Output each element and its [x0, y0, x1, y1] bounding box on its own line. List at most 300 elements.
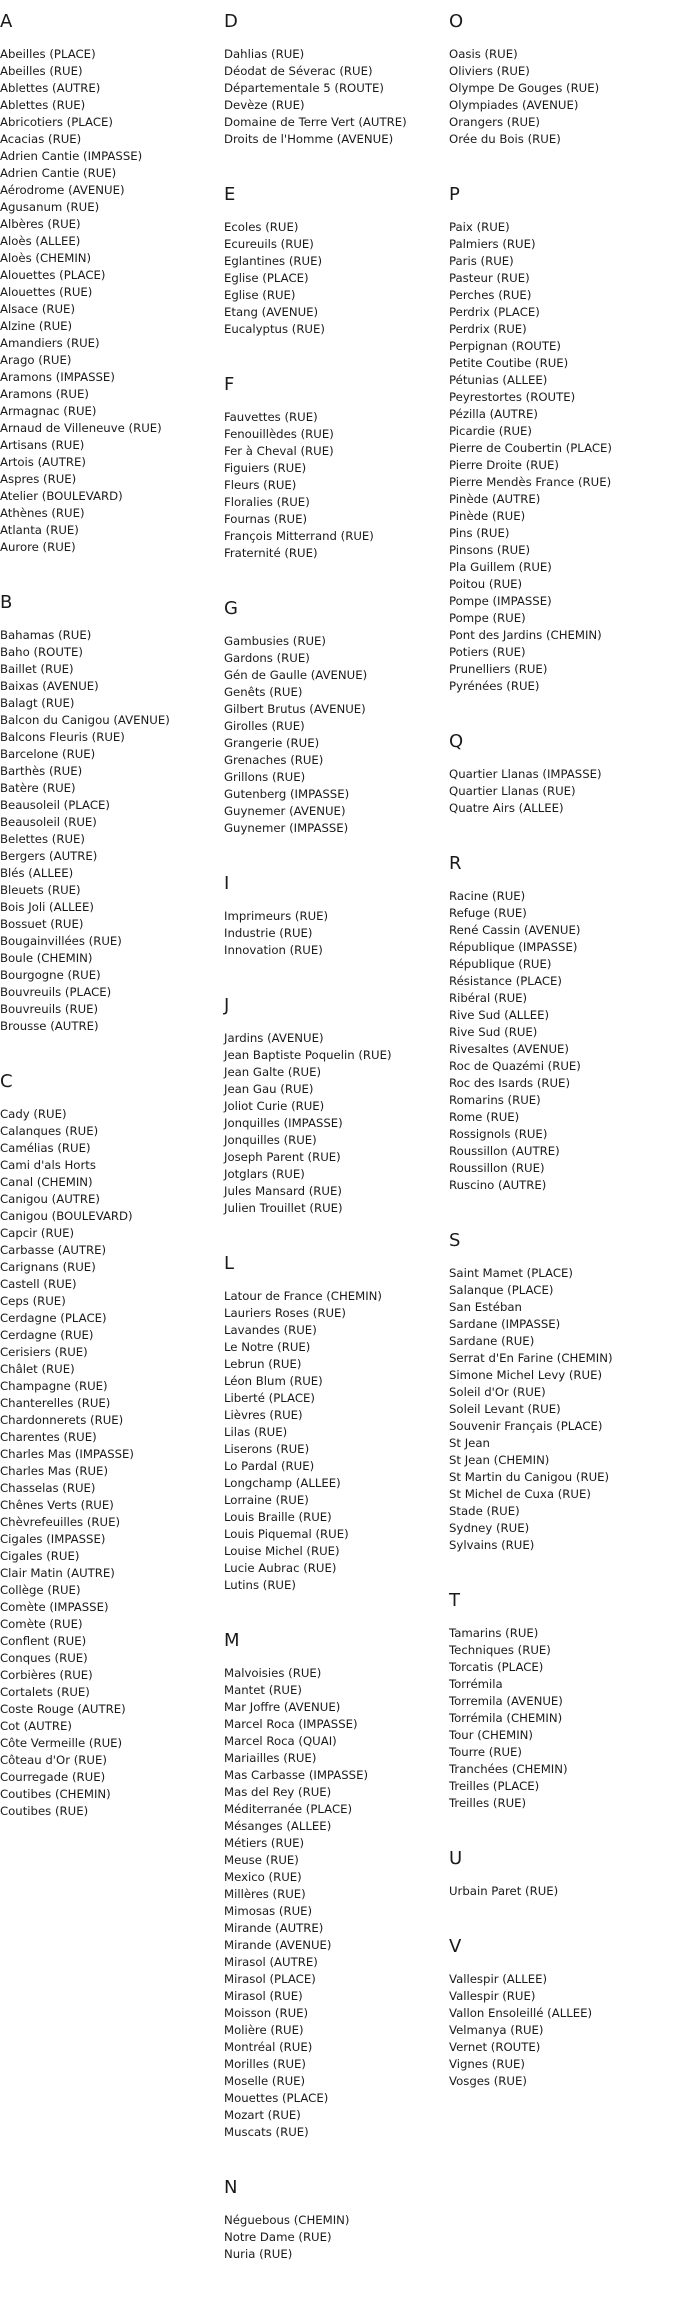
street-name: Castell (RUE) — [0, 1277, 77, 1291]
street-name: Fauvettes (RUE) — [224, 410, 318, 424]
street-name: Aspres (RUE) — [0, 472, 77, 486]
street-name: Mirasol (RUE) — [224, 1989, 303, 2003]
section-letter-heading: J — [224, 995, 230, 1016]
street-list — [224, 1030, 449, 1217]
street-name: Urbain Paret (RUE) — [449, 1884, 559, 1898]
letter-section — [224, 994, 449, 1217]
street-name: Méditerranée (PLACE) — [224, 1802, 353, 1816]
section-letter-heading: Q — [449, 731, 464, 752]
street-name: Athènes (RUE) — [0, 506, 85, 520]
section-letter-heading: M — [224, 1630, 240, 1651]
street-name: Bougainvillées (RUE) — [0, 934, 122, 948]
street-name: Pinsons (RUE) — [449, 543, 531, 557]
street-name: Meuse (RUE) — [224, 1853, 299, 1867]
street-name: République (IMPASSE) — [449, 940, 578, 954]
street-list — [0, 627, 224, 1035]
street-name: Mantet (RUE) — [224, 1683, 302, 1697]
street-name: San Estéban — [449, 1300, 522, 1314]
street-name: Baixas (AVENUE) — [0, 679, 99, 693]
street-name: Vallespir (RUE) — [449, 1989, 536, 2003]
street-name: Paris (RUE) — [449, 254, 514, 268]
street-name: Bourgogne (RUE) — [0, 968, 101, 982]
street-name: Carbasse (AUTRE) — [0, 1243, 107, 1257]
street-name: Pompe (RUE) — [449, 611, 526, 625]
street-name: Ruscino (AUTRE) — [449, 1178, 547, 1192]
street-name: Déodat de Séverac (RUE) — [224, 64, 373, 78]
street-name: Adrien Cantie (RUE) — [0, 166, 117, 180]
street-name: Pierre Droite (RUE) — [449, 458, 559, 472]
street-name: Charles Mas (IMPASSE) — [0, 1447, 134, 1461]
section-letter-heading: S — [449, 1230, 461, 1251]
street-list — [224, 1665, 449, 2141]
street-name: Alouettes (RUE) — [0, 285, 93, 299]
street-name: Gilbert Brutus (AVENUE) — [224, 702, 366, 716]
street-name: Mirasol (AUTRE) — [224, 1955, 318, 1969]
street-name: Latour de France (CHEMIN) — [224, 1289, 382, 1303]
street-name: Perches (RUE) — [449, 288, 532, 302]
street-name: Roc des Isards (RUE) — [449, 1076, 571, 1090]
street-name: Jean Baptiste Poquelin (RUE) — [224, 1048, 392, 1062]
street-name: Oasis (RUE) — [449, 47, 518, 61]
street-name: Aérodrome (AVENUE) — [0, 183, 125, 197]
street-name: Droits de l'Homme (AVENUE) — [224, 132, 394, 146]
street-name: Grangerie (RUE) — [224, 736, 320, 750]
street-name: Treilles (PLACE) — [449, 1779, 540, 1793]
street-name: Lièvres (RUE) — [224, 1408, 303, 1422]
section-letter-heading: C — [0, 1071, 13, 1092]
street-name: Rossignols (RUE) — [449, 1127, 548, 1141]
street-name: Coste Rouge (AUTRE) — [0, 1702, 126, 1716]
street-name: Baho (ROUTE) — [0, 645, 83, 659]
street-name: Imprimeurs (RUE) — [224, 909, 329, 923]
street-name: Lebrun (RUE) — [224, 1357, 302, 1371]
street-name: Marcel Roca (IMPASSE) — [224, 1717, 358, 1731]
street-name: Industrie (RUE) — [224, 926, 313, 940]
letter-section — [224, 10, 449, 148]
street-name: Velmanya (RUE) — [449, 2023, 544, 2037]
street-name: Soleil d'Or (RUE) — [449, 1385, 546, 1399]
street-name: Mariailles (RUE) — [224, 1751, 317, 1765]
street-name: Innovation (RUE) — [224, 943, 323, 957]
street-name: Pompe (IMPASSE) — [449, 594, 552, 608]
section-letter-heading: I — [224, 873, 230, 894]
street-name: Néguebous (CHEMIN) — [224, 2213, 350, 2227]
street-name: Cortalets (RUE) — [0, 1685, 90, 1699]
street-name: Atelier (BOULEVARD) — [0, 489, 123, 503]
section-letter-heading: O — [449, 11, 464, 32]
letter-section — [224, 2176, 449, 2263]
street-name: Sylvains (RUE) — [449, 1538, 535, 1552]
street-name: Morilles (RUE) — [224, 2057, 306, 2071]
street-name: Guynemer (AVENUE) — [224, 804, 346, 818]
street-name: Pont des Jardins (CHEMIN) — [449, 628, 602, 642]
street-name: Baillet (RUE) — [0, 662, 74, 676]
section-letter-heading: D — [224, 11, 238, 32]
street-name: Adrien Cantie (IMPASSE) — [0, 149, 143, 163]
section-letter-heading: E — [224, 184, 236, 205]
street-name: Chardonnerets (RUE) — [0, 1413, 124, 1427]
street-name: Mozart (RUE) — [224, 2108, 301, 2122]
street-name: Eglise (PLACE) — [224, 271, 309, 285]
street-name: Lauriers Roses (RUE) — [224, 1306, 346, 1320]
street-name: Louis Braille (RUE) — [224, 1510, 332, 1524]
street-name: Eucalyptus (RUE) — [224, 322, 325, 336]
street-name: Jonquilles (IMPASSE) — [224, 1116, 343, 1130]
street-name: Louis Piquemal (RUE) — [224, 1527, 349, 1541]
street-name: Palmiers (RUE) — [449, 237, 536, 251]
street-name: Carignans (RUE) — [0, 1260, 96, 1274]
letter-section — [449, 1229, 675, 1554]
street-name: Simone Michel Levy (RUE) — [449, 1368, 603, 1382]
street-name: Champagne (RUE) — [0, 1379, 108, 1393]
street-name: Serrat d'En Farine (CHEMIN) — [449, 1351, 613, 1365]
street-name: Poitou (RUE) — [449, 577, 523, 591]
street-name: Vallon Ensoleillé (ALLEE) — [449, 2006, 593, 2020]
street-name: Torremila (AVENUE) — [449, 1694, 563, 1708]
street-name: Cerdagne (PLACE) — [0, 1311, 107, 1325]
street-name: Techniques (RUE) — [449, 1643, 551, 1657]
street-name: Rive Sud (RUE) — [449, 1025, 538, 1039]
street-name: Abricotiers (PLACE) — [0, 115, 113, 129]
street-name: Perdrix (PLACE) — [449, 305, 540, 319]
street-name: Mirande (AUTRE) — [224, 1921, 324, 1935]
street-name: Cerisiers (RUE) — [0, 1345, 88, 1359]
street-name: Gén de Gaulle (AVENUE) — [224, 668, 368, 682]
section-letter-heading: T — [449, 1590, 460, 1611]
street-name: Gutenberg (IMPASSE) — [224, 787, 350, 801]
street-name: Eglantines (RUE) — [224, 254, 323, 268]
letter-section — [224, 373, 449, 562]
street-name: Pla Guillem (RUE) — [449, 560, 552, 574]
street-name: Arago (RUE) — [0, 353, 72, 367]
street-list — [224, 2212, 449, 2263]
street-name: Alouettes (PLACE) — [0, 268, 106, 282]
street-list — [449, 1265, 675, 1554]
section-letter-heading: P — [449, 184, 460, 205]
street-name: Beausoleil (PLACE) — [0, 798, 110, 812]
street-name: Rive Sud (ALLEE) — [449, 1008, 550, 1022]
street-name: Eglise (RUE) — [224, 288, 296, 302]
street-name: Belettes (RUE) — [0, 832, 85, 846]
street-name: Aurore (RUE) — [0, 540, 76, 554]
street-name: Beausoleil (RUE) — [0, 815, 97, 829]
street-name: Roussillon (AUTRE) — [449, 1144, 560, 1158]
street-name: Olympiades (AVENUE) — [449, 98, 579, 112]
street-name: Artois (AUTRE) — [0, 455, 86, 469]
index-column-1 — [0, 10, 224, 2298]
street-name: Pinède (AUTRE) — [449, 492, 541, 506]
street-name: Jotglars (RUE) — [224, 1167, 305, 1181]
street-name: Léon Blum (RUE) — [224, 1374, 323, 1388]
street-name: Barcelone (RUE) — [0, 747, 96, 761]
street-name: Mésanges (ALLEE) — [224, 1819, 332, 1833]
street-name: Abeilles (PLACE) — [0, 47, 96, 61]
street-name: Armagnac (RUE) — [0, 404, 97, 418]
street-name: Lo Pardal (RUE) — [224, 1459, 315, 1473]
street-name: Canal (CHEMIN) — [0, 1175, 93, 1189]
street-name: Charentes (RUE) — [0, 1430, 97, 1444]
street-name: Bois Joli (ALLEE) — [0, 900, 94, 914]
street-name: Aramons (RUE) — [0, 387, 89, 401]
street-name: Devèze (RUE) — [224, 98, 305, 112]
street-name: Pyrénées (RUE) — [449, 679, 540, 693]
street-name: Tourre (RUE) — [449, 1745, 522, 1759]
street-name: Vignes (RUE) — [449, 2057, 525, 2071]
street-name: Cot (AUTRE) — [0, 1719, 72, 1733]
street-name: Pinède (RUE) — [449, 509, 526, 523]
street-name: Pins (RUE) — [449, 526, 510, 540]
street-name: Blés (ALLEE) — [0, 866, 74, 880]
street-name: Cerdagne (RUE) — [0, 1328, 94, 1342]
street-name: Tranchées (CHEMIN) — [449, 1762, 568, 1776]
street-name: Canigou (BOULEVARD) — [0, 1209, 133, 1223]
street-name: Roc de Quazémi (RUE) — [449, 1059, 581, 1073]
street-name: Lavandes (RUE) — [224, 1323, 317, 1337]
street-name: Côte Vermeille (RUE) — [0, 1736, 123, 1750]
letter-section — [449, 852, 675, 1194]
street-name: Capcir (RUE) — [0, 1226, 75, 1240]
street-name: Jonquilles (RUE) — [224, 1133, 317, 1147]
street-name: Courregade (RUE) — [0, 1770, 106, 1784]
street-name: Amandiers (RUE) — [0, 336, 100, 350]
street-name: Soleil Levant (RUE) — [449, 1402, 561, 1416]
section-letter-heading: L — [224, 1253, 235, 1274]
street-name: Peyrestortes (ROUTE) — [449, 390, 576, 404]
street-name: Souvenir Français (PLACE) — [449, 1419, 603, 1433]
street-name: Joseph Parent (RUE) — [224, 1150, 341, 1164]
street-name: Ablettes (AUTRE) — [0, 81, 101, 95]
street-name: Paix (RUE) — [449, 220, 510, 234]
street-name: Comète (IMPASSE) — [0, 1600, 109, 1614]
street-name: Ablettes (RUE) — [0, 98, 86, 112]
letter-section — [449, 10, 675, 148]
letter-section — [449, 183, 675, 695]
street-name: Dahlias (RUE) — [224, 47, 305, 61]
letter-section — [224, 597, 449, 837]
street-name: Figuiers (RUE) — [224, 461, 307, 475]
street-name: Oliviers (RUE) — [449, 64, 530, 78]
street-name: Pierre Mendès France (RUE) — [449, 475, 612, 489]
street-name: Ecoles (RUE) — [224, 220, 299, 234]
street-name: Châlet (RUE) — [0, 1362, 75, 1376]
street-name: Prunelliers (RUE) — [449, 662, 548, 676]
street-name: Vernet (ROUTE) — [449, 2040, 541, 2054]
street-name: Le Notre (RUE) — [224, 1340, 311, 1354]
street-name: Résistance (PLACE) — [449, 974, 562, 988]
street-name: Potiers (RUE) — [449, 645, 526, 659]
street-list — [0, 1106, 224, 1820]
street-name: Départementale 5 (ROUTE) — [224, 81, 384, 95]
street-name: Conflent (RUE) — [0, 1634, 87, 1648]
street-list — [449, 1971, 675, 2090]
street-name: Ribéral (RUE) — [449, 991, 528, 1005]
street-name: Tamarins (RUE) — [449, 1626, 539, 1640]
street-name: Fenouillèdes (RUE) — [224, 427, 334, 441]
street-name: Métiers (RUE) — [224, 1836, 305, 1850]
street-name: Gardons (RUE) — [224, 651, 310, 665]
street-name: Millères (RUE) — [224, 1887, 306, 1901]
street-name: St Jean — [449, 1436, 490, 1450]
street-name: Arnaud de Villeneuve (RUE) — [0, 421, 162, 435]
street-name: Aloès (ALLEE) — [0, 234, 81, 248]
letter-section — [449, 1935, 675, 2090]
street-name: Mirasol (PLACE) — [224, 1972, 316, 1986]
street-list — [0, 46, 224, 556]
street-name: Coutibes (RUE) — [0, 1804, 89, 1818]
street-name: Vallespir (ALLEE) — [449, 1972, 548, 1986]
section-letter-heading: U — [449, 1848, 463, 1869]
street-name: René Cassin (AVENUE) — [449, 923, 581, 937]
street-name: Saint Mamet (PLACE) — [449, 1266, 573, 1280]
street-name: Montréal (RUE) — [224, 2040, 313, 2054]
street-name: Moisson (RUE) — [224, 2006, 309, 2020]
section-letter-heading: N — [224, 2177, 238, 2198]
street-name: Orée du Bois (RUE) — [449, 132, 561, 146]
street-name: Grenaches (RUE) — [224, 753, 324, 767]
street-name: Rivesaltes (AVENUE) — [449, 1042, 569, 1056]
street-name: Brousse (AUTRE) — [0, 1019, 99, 1033]
street-name: Canigou (AUTRE) — [0, 1192, 100, 1206]
street-name: Corbières (RUE) — [0, 1668, 93, 1682]
street-name: Bleuets (RUE) — [0, 883, 81, 897]
section-letter-heading: R — [449, 853, 462, 874]
street-name: Bahamas (RUE) — [0, 628, 92, 642]
street-name: Perpignan (ROUTE) — [449, 339, 561, 353]
street-list — [224, 219, 449, 338]
letter-section — [0, 1070, 224, 1820]
street-name: Acacias (RUE) — [0, 132, 82, 146]
street-list — [224, 1288, 449, 1594]
index-column-3 — [449, 10, 675, 2298]
street-name: République (RUE) — [449, 957, 552, 971]
street-list — [224, 908, 449, 959]
street-name: Torcatis (PLACE) — [449, 1660, 544, 1674]
street-name: Mouettes (PLACE) — [224, 2091, 329, 2105]
street-name: Bossuet (RUE) — [0, 917, 84, 931]
street-name: Clair Matin (AUTRE) — [0, 1566, 115, 1580]
street-name: Fer à Cheval (RUE) — [224, 444, 334, 458]
street-name: Tour (CHEMIN) — [449, 1728, 533, 1742]
street-name: Atlanta (RUE) — [0, 523, 79, 537]
street-name: Aramons (IMPASSE) — [0, 370, 115, 384]
street-name: Alsace (RUE) — [0, 302, 76, 316]
street-name: Chèvrefeuilles (RUE) — [0, 1515, 121, 1529]
street-name: Artisans (RUE) — [0, 438, 85, 452]
street-name: Marcel Roca (QUAI) — [224, 1734, 337, 1748]
street-name: Torrémila — [449, 1677, 503, 1691]
street-name: Balagt (RUE) — [0, 696, 75, 710]
street-name: Ceps (RUE) — [0, 1294, 66, 1308]
street-name: Pézilla (AUTRE) — [449, 407, 538, 421]
street-name: Balcon du Canigou (AVENUE) — [0, 713, 170, 727]
street-name: Domaine de Terre Vert (AUTRE) — [224, 115, 407, 129]
street-list — [449, 1625, 675, 1812]
letter-section — [224, 183, 449, 338]
street-name: Pasteur (RUE) — [449, 271, 530, 285]
section-letter-heading: B — [0, 592, 13, 613]
street-name: Camélias (RUE) — [0, 1141, 91, 1155]
street-list — [449, 46, 675, 148]
section-letter-heading: F — [224, 374, 235, 395]
street-name: Longchamp (ALLEE) — [224, 1476, 341, 1490]
street-name: Ecureuils (RUE) — [224, 237, 314, 251]
street-name: Sardane (IMPASSE) — [449, 1317, 561, 1331]
street-name: Louise Michel (RUE) — [224, 1544, 340, 1558]
letter-section — [0, 10, 224, 556]
street-name: Notre Dame (RUE) — [224, 2230, 332, 2244]
street-name: Petite Coutibe (RUE) — [449, 356, 569, 370]
street-name: Albères (RUE) — [0, 217, 81, 231]
street-name: Batère (RUE) — [0, 781, 76, 795]
index-column-2 — [224, 10, 449, 2298]
street-name: Barthès (RUE) — [0, 764, 83, 778]
street-name: Pétunias (ALLEE) — [449, 373, 548, 387]
street-name: Alzine (RUE) — [0, 319, 73, 333]
street-name: François Mitterrand (RUE) — [224, 529, 374, 543]
street-name: Roussillon (RUE) — [449, 1161, 545, 1175]
letter-section — [224, 1629, 449, 2141]
street-name: Charles Mas (RUE) — [0, 1464, 109, 1478]
street-name: Abeilles (RUE) — [0, 64, 83, 78]
street-name: Etang (AVENUE) — [224, 305, 319, 319]
street-name: Quatre Airs (ALLEE) — [449, 801, 564, 815]
street-name: Comète (RUE) — [0, 1617, 83, 1631]
street-name: Cigales (IMPASSE) — [0, 1532, 106, 1546]
street-list — [449, 766, 675, 817]
street-name: Mas del Rey (RUE) — [224, 1785, 332, 1799]
street-name: Stade (RUE) — [449, 1504, 520, 1518]
street-name: Girolles (RUE) — [224, 719, 305, 733]
street-name: Rome (RUE) — [449, 1110, 520, 1124]
letter-section — [0, 591, 224, 1035]
street-list — [449, 1883, 675, 1900]
street-name: Fraternité (RUE) — [224, 546, 318, 560]
street-name: Mirande (AVENUE) — [224, 1938, 332, 1952]
street-name: Liberté (PLACE) — [224, 1391, 315, 1405]
street-name: Mimosas (RUE) — [224, 1904, 313, 1918]
street-name: Cami d'als Horts — [0, 1158, 96, 1172]
street-name: Chênes Verts (RUE) — [0, 1498, 114, 1512]
street-name: Coutibes (CHEMIN) — [0, 1787, 111, 1801]
street-name: Côteau d'Or (RUE) — [0, 1753, 107, 1767]
street-name: Sardane (RUE) — [449, 1334, 535, 1348]
street-name: Bergers (AUTRE) — [0, 849, 98, 863]
street-name: Mar Joffre (AVENUE) — [224, 1700, 341, 1714]
street-name: Mexico (RUE) — [224, 1870, 302, 1884]
street-name: Bouvreuils (RUE) — [0, 1002, 99, 1016]
section-letter-heading: A — [0, 11, 13, 32]
street-name: Liserons (RUE) — [224, 1442, 310, 1456]
street-name: Molière (RUE) — [224, 2023, 304, 2037]
street-name: Chanterelles (RUE) — [0, 1396, 111, 1410]
street-name: Torrémila (CHEMIN) — [449, 1711, 563, 1725]
street-list — [224, 409, 449, 562]
street-name: Picardie (RUE) — [449, 424, 532, 438]
street-name: Gambusies (RUE) — [224, 634, 326, 648]
street-name: Floralies (RUE) — [224, 495, 310, 509]
street-name: Perdrix (RUE) — [449, 322, 527, 336]
street-list — [224, 633, 449, 837]
street-name: St Jean (CHEMIN) — [449, 1453, 550, 1467]
street-name: Cigales (RUE) — [0, 1549, 80, 1563]
letter-section — [224, 872, 449, 959]
street-name: Jardins (AVENUE) — [224, 1031, 324, 1045]
section-letter-heading: V — [449, 1936, 462, 1957]
street-name: Jules Mansard (RUE) — [224, 1184, 342, 1198]
street-name: Salanque (PLACE) — [449, 1283, 554, 1297]
street-name: Grillons (RUE) — [224, 770, 306, 784]
letter-section — [449, 1589, 675, 1812]
